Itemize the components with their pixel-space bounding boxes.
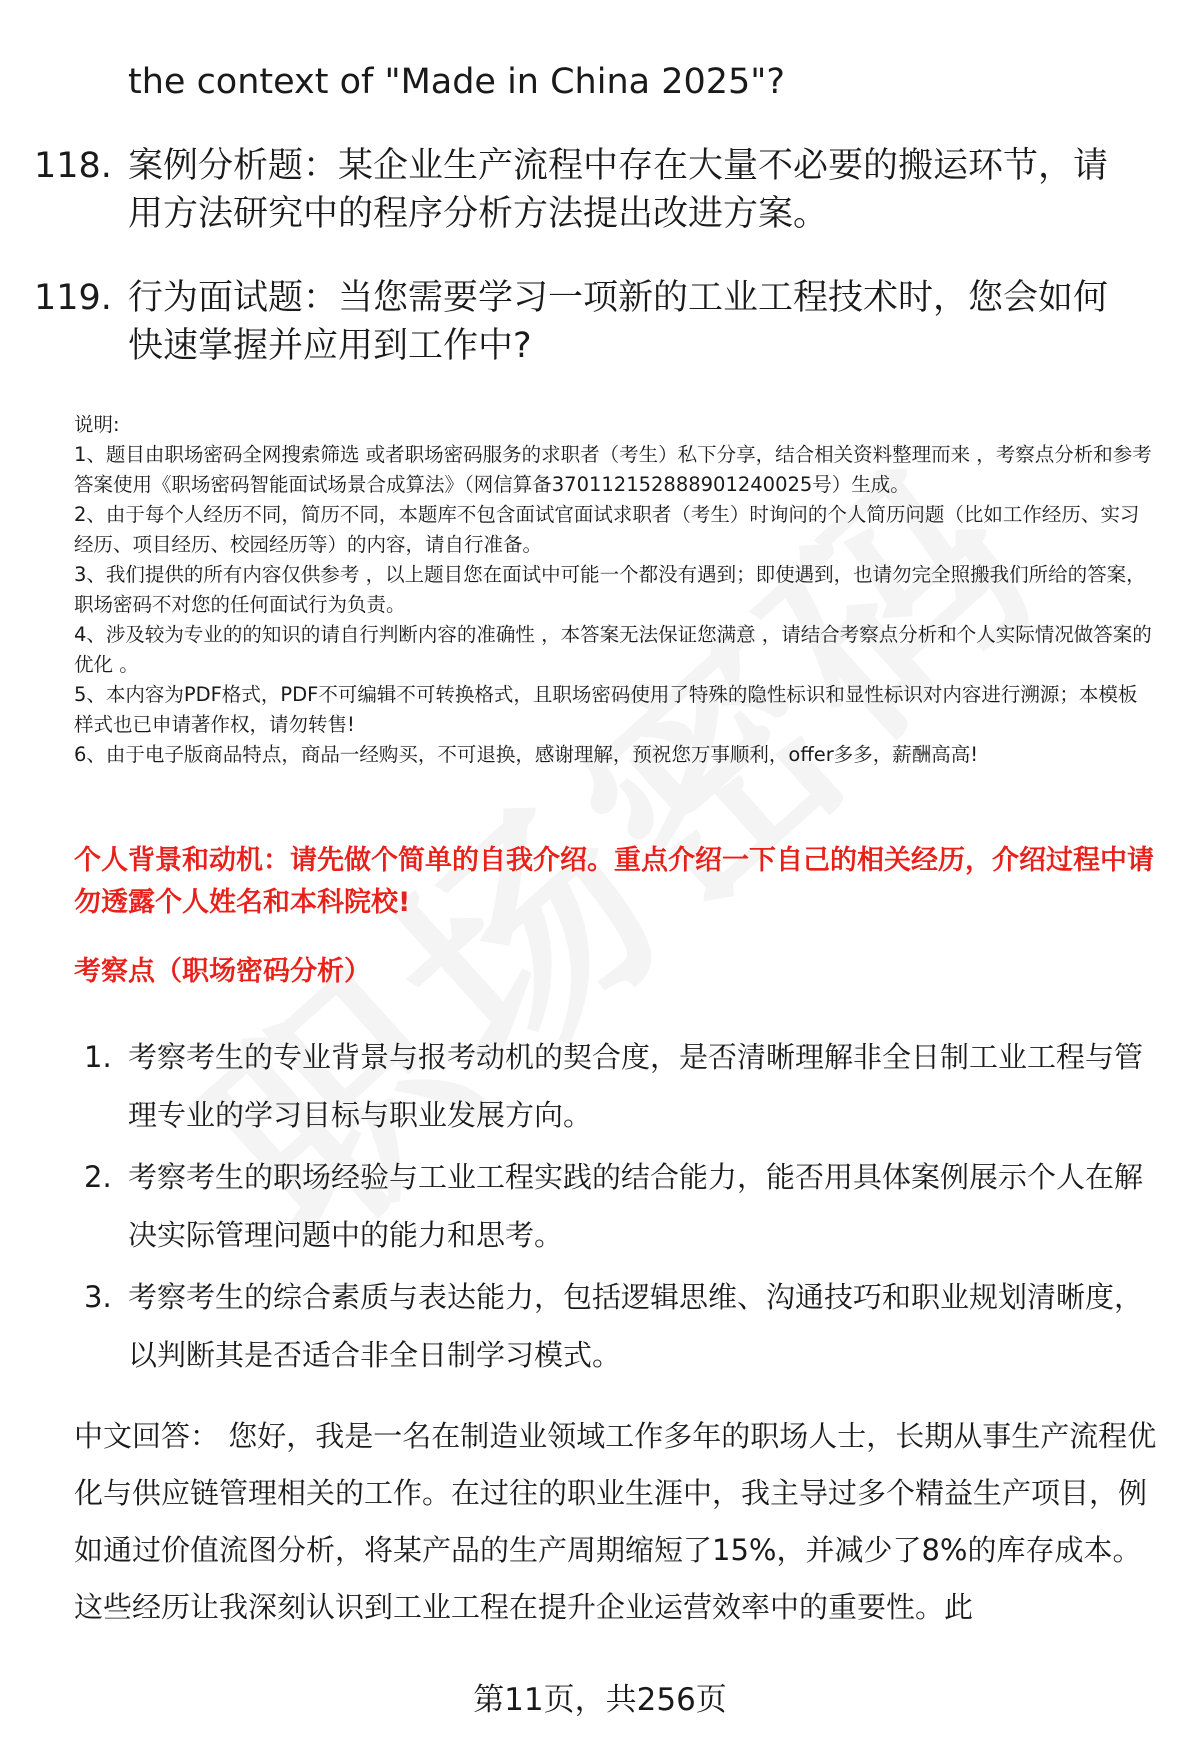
note-item: 1、题目由职场密码全网搜索筛选 或者职场密码服务的求职者（考生）私下分享，结合相关资料整理而来 ，考察点分析和参考答案使用《职场密码智能面试场景合成算法》（网信算备370112152888901240025号）生成。 [74, 443, 1152, 496]
question-119 [34, 274, 1144, 374]
section-subtitle: 考察点（职场密码分析） [74, 956, 371, 987]
notes-heading: 说明: [74, 413, 120, 436]
section-title: 个人背景和动机：请先做个简单的自我介绍。重点介绍一下自己的相关经历，介绍过程中请勿透露个人姓名和本科院校! [74, 845, 1154, 918]
note-item: 6、由于电子版商品特点，商品一经购买，不可退换，感谢理解，预祝您万事顺利，offer多多，薪酬高高! [74, 743, 979, 766]
note-item: 5、本内容为PDF格式，PDF不可编辑不可转换格式，且职场密码使用了特殊的隐性标识和显性标识对内容进行溯源；本模板样式也已申请著作权，请勿转售! [74, 683, 1138, 736]
point-text: 考察考生的综合素质与表达能力，包括逻辑思维、沟通技巧和职业规划清晰度，以判断其是否适合非全日制学习模式。 [128, 1280, 1144, 1372]
point-number: 1. [84, 1040, 112, 1074]
chinese-answer: 中文回答： 您好，我是一名在制造业领域工作多年的职场人士，长期从事生产流程优化与供应链管理相关的工作。在过往的职业生涯中，我主导过多个精益生产项目，例如通过价值流图分析，将某产品的生产周期缩短了15%，并减少了8%的库存成本。这些经历让我深刻认识到工业工程在提升企业运营效率中的重要性。此 [74, 1419, 1157, 1624]
note-item: 2、由于每个人经历不同，简历不同，本题库不包含面试官面试求职者（考生）时询问的个人简历问题（比如工作经历、实习经历、项目经历、校园经历等）的内容，请自行准备。 [74, 503, 1140, 556]
question-text: 案例分析题：某企业生产流程中存在大量不必要的搬运环节，请用方法研究中的程序分析方法提出改进方案。 [128, 146, 1109, 234]
note-item: 4、涉及较为专业的的知识的请自行判断内容的准确性 ，本答案无法保证您满意 ，请结合考察点分析和个人实际情况做答案的优化 。 [74, 623, 1152, 676]
notes-block [74, 410, 1154, 770]
question-118 [34, 142, 1144, 242]
question-number: 118. [34, 146, 112, 186]
question-continuation: the context of "Made in China 2025"? [128, 62, 785, 102]
assessment-point [84, 1268, 1144, 1384]
page-footer: 第11页，共256页 [473, 1682, 727, 1718]
assessment-point [84, 1148, 1144, 1264]
point-text: 考察考生的专业背景与报考动机的契合度，是否清晰理解非全日制工业工程与管理专业的学习目标与职业发展方向。 [128, 1040, 1144, 1132]
assessment-point [84, 1028, 1144, 1144]
question-number: 119. [34, 278, 112, 318]
point-number: 3. [84, 1280, 112, 1314]
note-item: 3、我们提供的所有内容仅供参考 ，以上题目您在面试中可能一个都没有遇到；即使遇到，也请勿完全照搬我们所给的答案，职场密码不对您的任何面试行为负责。 [74, 563, 1146, 616]
question-text: 行为面试题：当您需要学习一项新的工业工程技术时，您会如何快速掌握并应用到工作中? [128, 278, 1109, 366]
point-number: 2. [84, 1160, 112, 1194]
point-text: 考察考生的职场经验与工业工程实践的结合能力，能否用具体案例展示个人在解决实际管理问题中的能力和思考。 [128, 1160, 1144, 1252]
assessment-points-list [84, 1028, 1144, 1388]
